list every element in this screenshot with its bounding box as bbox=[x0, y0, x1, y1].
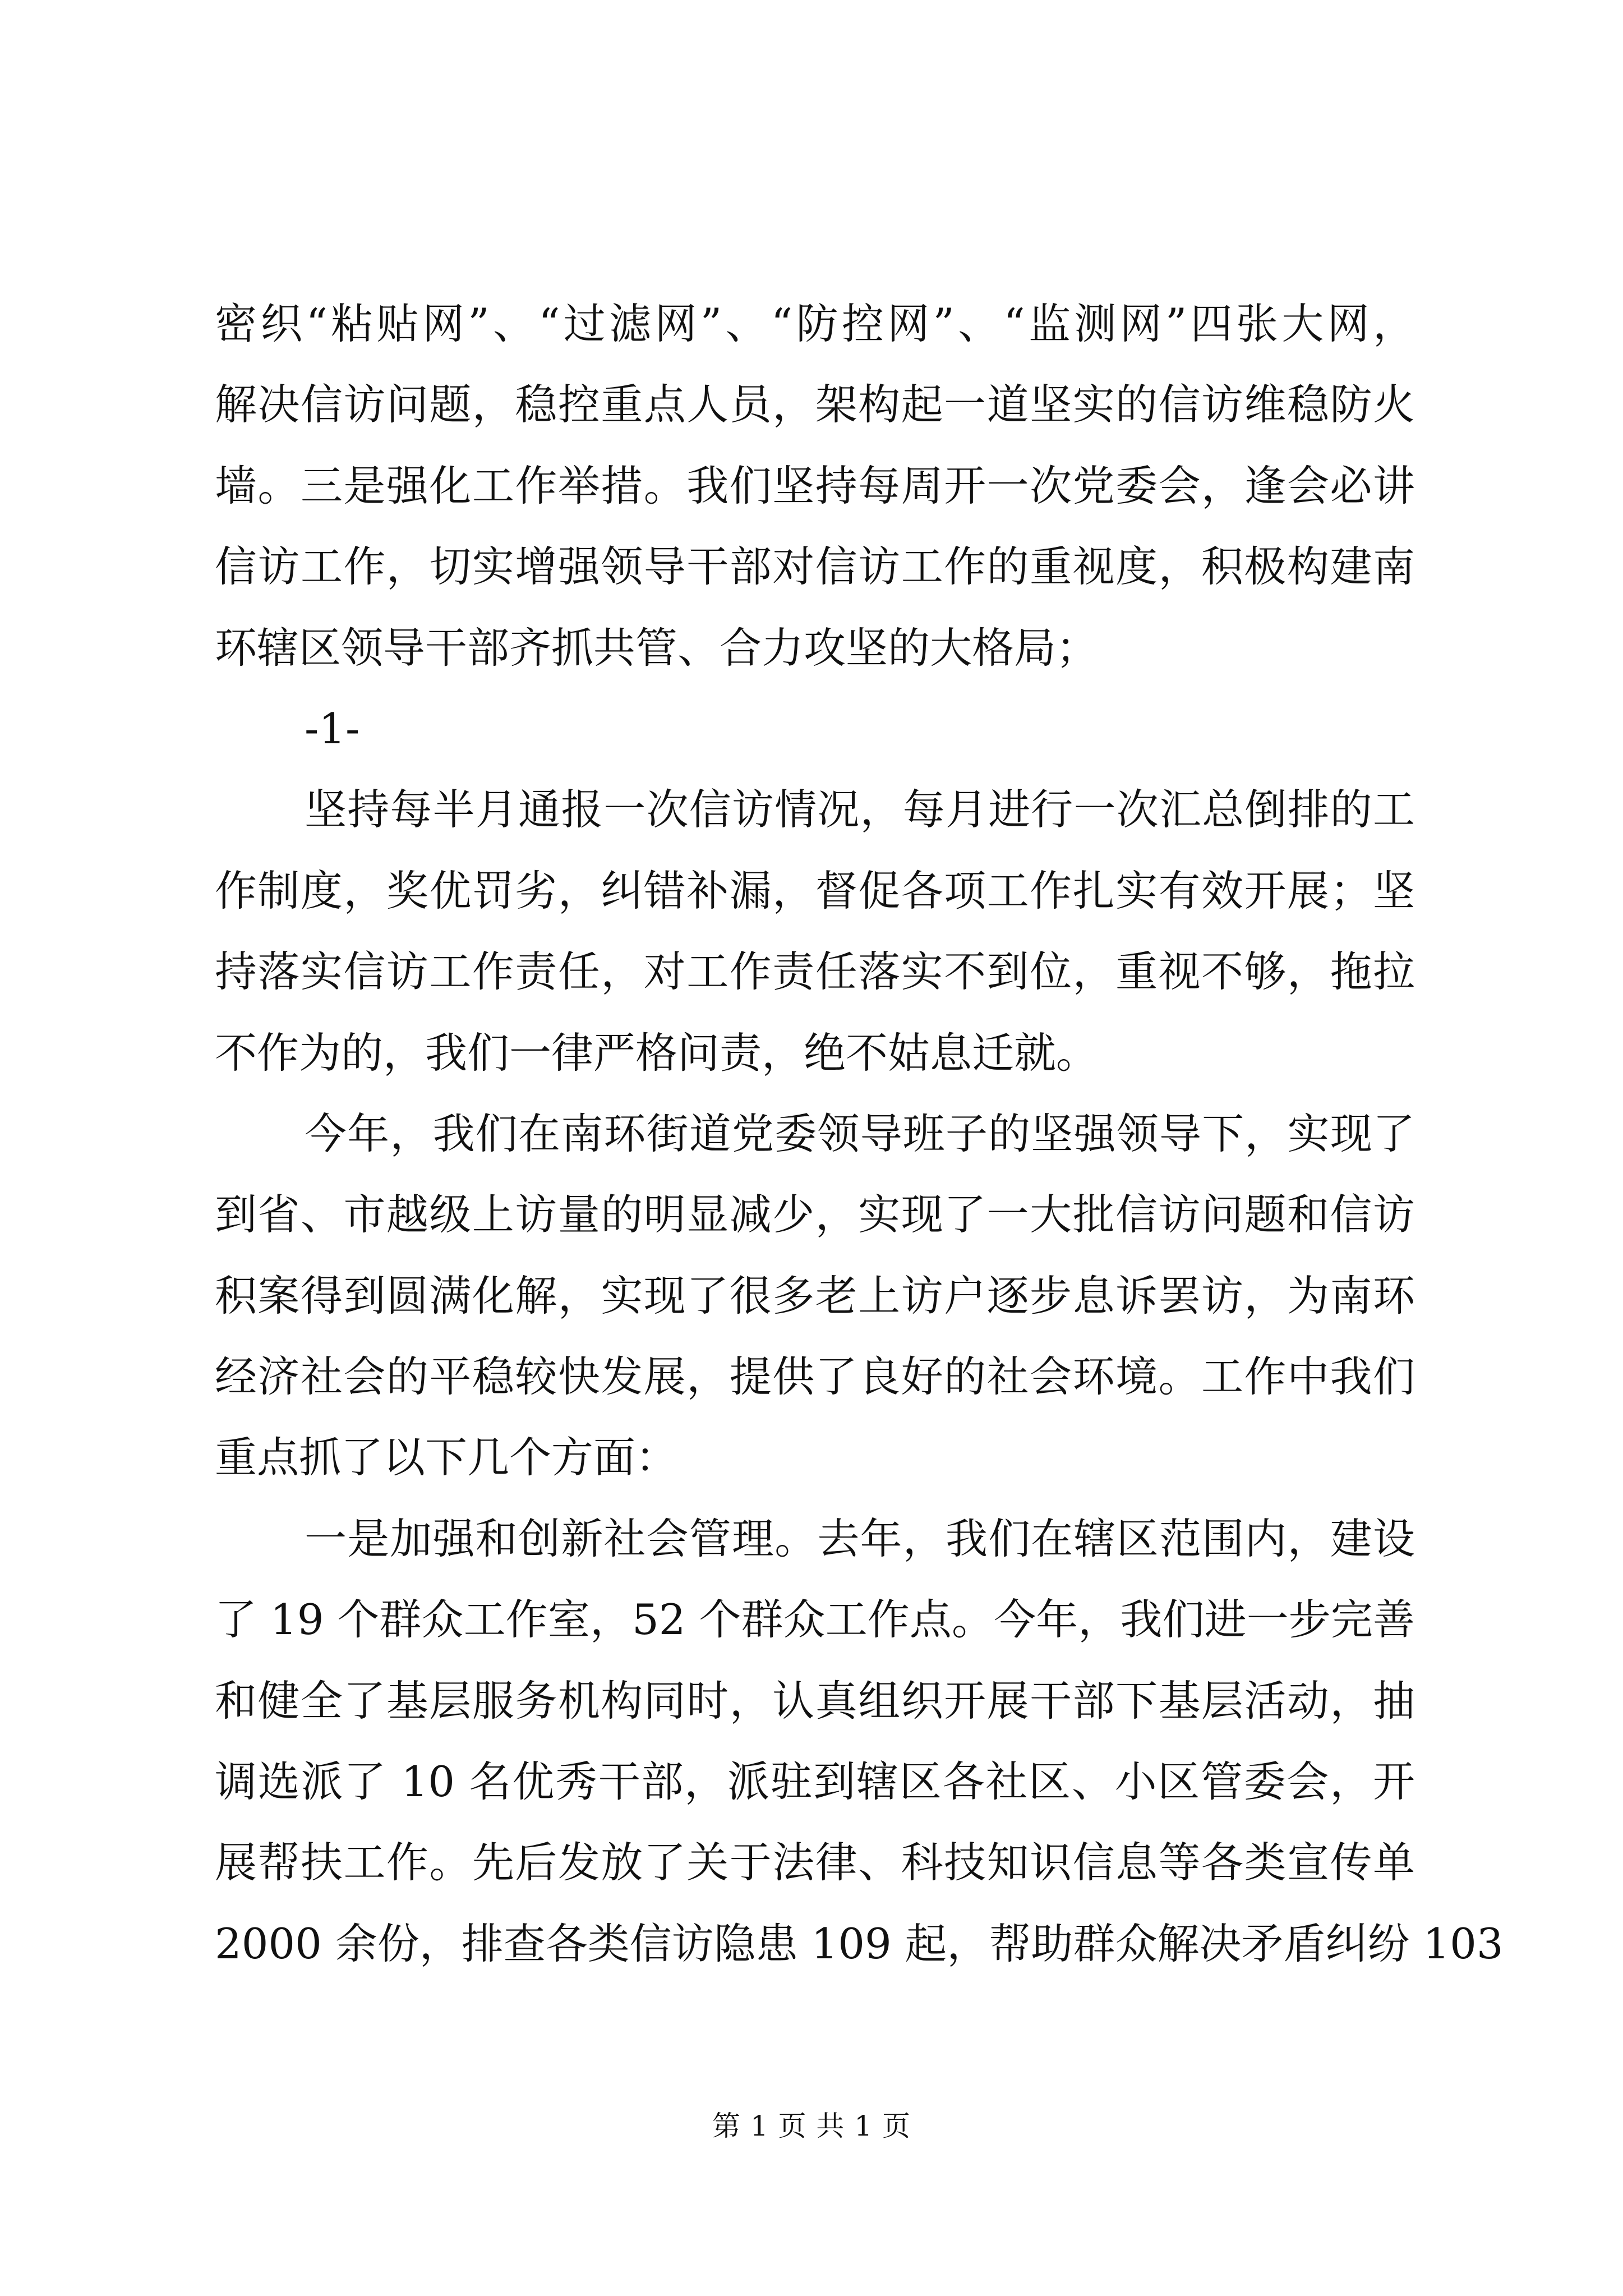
text-line: 信访工作，切实增强领导干部对信访工作的重视度，积极构建南 bbox=[215, 542, 1415, 592]
text-line: 了 19 个群众工作室，52 个群众工作点。今年，我们进一步完善 bbox=[215, 1595, 1415, 1645]
text-line: 展帮扶工作。先后发放了关于法律、科技知识信息等各类宣传单 bbox=[215, 1838, 1415, 1888]
text-line: 积案得到圆满化解，实现了很多老上访户逐步息诉罢访，为南环 bbox=[215, 1271, 1415, 1320]
text-line: 不作为的，我们一律严格问责，绝不姑息迁就。 bbox=[215, 1028, 1099, 1078]
text-line: 环辖区领导干部齐抓共管、合力攻坚的大格局； bbox=[215, 623, 1099, 673]
text-line: 坚持每半月通报一次信访情况，每月进行一次汇总倒排的工 bbox=[305, 785, 1415, 835]
text-line: 2000 余份，排查各类信访隐患 109 起，帮助群众解决矛盾纠纷 103 bbox=[215, 1918, 1504, 1968]
page-footer: 第 1 页 共 1 页 bbox=[712, 2110, 911, 2142]
text-line: 密织“粘贴网”、“过滤网”、“防控网”、“监测网”四张大网， bbox=[215, 299, 1415, 348]
text-line: 重点抓了以下几个方面： bbox=[215, 1433, 678, 1483]
page-marker: -1- bbox=[305, 703, 360, 753]
text-line: 经济社会的平稳较快发展，提供了良好的社会环境。工作中我们 bbox=[215, 1352, 1415, 1402]
text-line: 持落实信访工作责任，对工作责任落实不到位，重视不够，拖拉 bbox=[215, 947, 1415, 997]
text-line: 和健全了基层服务机构同时，认真组织开展干部下基层活动，抽 bbox=[215, 1676, 1415, 1726]
text-line: 解决信访问题，稳控重点人员，架构起一道坚实的信访维稳防火 bbox=[215, 380, 1415, 430]
document-body bbox=[215, 283, 1504, 1984]
text-line: 今年，我们在南环街道党委领导班子的坚强领导下，实现了 bbox=[305, 1108, 1415, 1158]
text-line: 调选派了 10 名优秀干部，派驻到辖区各社区、小区管委会，开 bbox=[215, 1757, 1415, 1807]
text-line: 一是加强和创新社会管理。去年，我们在辖区范围内，建设 bbox=[305, 1513, 1415, 1563]
text-line: 作制度，奖优罚劣，纠错补漏，督促各项工作扎实有效开展；坚 bbox=[215, 866, 1415, 915]
text-line: 墙。三是强化工作举措。我们坚持每周开一次党委会，逢会必讲 bbox=[215, 461, 1415, 510]
text-line: 到省、市越级上访量的明显减少，实现了一大批信访问题和信访 bbox=[215, 1190, 1415, 1240]
